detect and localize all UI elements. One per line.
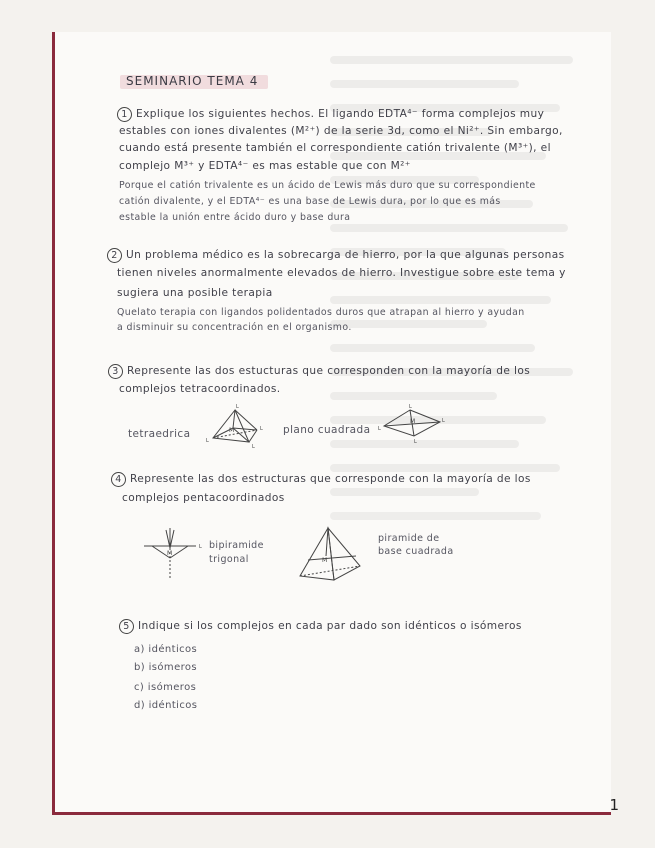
question-number-badge: 2 [107, 248, 122, 263]
ligand-label: L [378, 426, 381, 432]
question-number-badge: 5 [119, 619, 134, 634]
question-4-line-2: complejos pentacoordinados [122, 492, 285, 504]
ligand-label: L [206, 438, 209, 444]
metal-ligand-bond [326, 528, 328, 556]
metal-label: M [410, 418, 416, 425]
metal-ligand-bond [170, 546, 188, 558]
question-2-line-1: 2 Un problema médico es la sobrecarga de hierro, por la que algunas personas [107, 248, 565, 263]
answer-5-b: b) isómeros [134, 662, 198, 673]
question-2-line-3: sugiera una posible terapia [117, 287, 273, 299]
question-3-line-1: 3 Represente las dos estucturas que corresponden con la mayoría de los [108, 364, 530, 379]
metal-ligand-bond [233, 428, 249, 442]
label-sqp-2: base cuadrada [378, 546, 454, 557]
answer-5-c: c) isómeros [134, 682, 197, 693]
question-1-line-1: 1 Explique los siguientes hechos. El ligando EDTA⁴⁻ forma complejos muy [117, 107, 544, 122]
answer-5-a: a) idénticos [134, 644, 198, 655]
tetrahedron-edge [249, 430, 257, 442]
question-number-badge: 1 [117, 107, 132, 122]
answer-1-line-2: catión divalente, y el EDTA⁴⁻ es una base de Lewis dura, por lo que es más [119, 196, 501, 207]
tetrahedron-hidden-edge [213, 430, 257, 438]
metal-ligand-bond [170, 530, 174, 548]
question-number-badge: 4 [111, 472, 126, 487]
ligand-label: L [260, 426, 263, 432]
question-4-line-1: 4 Represente las dos estructuras que corresponde con la mayoría de los [111, 472, 531, 487]
label-square-planar: plano cuadrada [283, 424, 371, 436]
metal-label: M [322, 557, 328, 564]
pyramid-face [328, 528, 360, 580]
metal-label: M [229, 427, 235, 434]
answer-2-line-1: Quelato terapia con ligandos polidentados duros que atrapan al hierro y ayudan [117, 307, 525, 318]
answer-1-line-1: Porque el catión trivalente es un ácido de Lewis más duro que su correspondiente [119, 180, 536, 191]
question-5-line-1: 5 Indique si los complejos en cada par dado son idénticos o isómeros [119, 619, 522, 634]
metal-label: M [167, 550, 173, 557]
ligand-label: L [236, 404, 239, 410]
question-number-badge: 3 [108, 364, 123, 379]
page-number: 1 [609, 796, 619, 814]
page-title: SEMINARIO TEMA 4 [126, 74, 259, 88]
tetrahedron-edge [235, 410, 257, 430]
ligand-label: L [442, 418, 445, 424]
question-1-line-2: estables con iones divalentes (M²⁺) de la serie 3d, como el Ni²⁺. Sin embargo, [119, 125, 563, 137]
label-sqp-1: piramide de [378, 533, 440, 544]
metal-ligand-bond [166, 530, 170, 548]
trigonal-bipyramid-diagram [140, 526, 210, 586]
label-tetrahedral: tetraedrica [128, 428, 191, 440]
ligand-label: L [199, 544, 202, 550]
question-3-line-2: complejos tetracoordinados. [119, 383, 281, 395]
tetrahedral-diagram [205, 402, 275, 452]
question-1-line-4: complejo M³⁺ y EDTA⁴⁻ es mas estable que con M²⁺ [119, 160, 411, 172]
answer-1-line-3: estable la unión entre ácido duro y base dura [119, 212, 351, 223]
metal-ligand-bond [233, 428, 257, 430]
question-1-line-3: cuando está presente también el correspondiente catión trivalente (M³⁺), el [119, 142, 551, 154]
ligand-label: L [252, 444, 255, 450]
question-2-line-2: tienen niveles anormalmente elevados de hierro. Investigue sobre este tema y [117, 267, 566, 279]
ligand-label: L [409, 404, 412, 410]
answer-5-d: d) idénticos [134, 700, 198, 711]
label-tbp-2: trigonal [209, 554, 249, 565]
square-planar-diagram [378, 404, 448, 444]
answer-2-line-2: a disminuir su concentración en el organismo. [117, 322, 352, 333]
square-pyramid-diagram [296, 526, 366, 582]
ligand-label: L [414, 439, 417, 445]
label-tbp-1: bipiramide [209, 540, 264, 551]
